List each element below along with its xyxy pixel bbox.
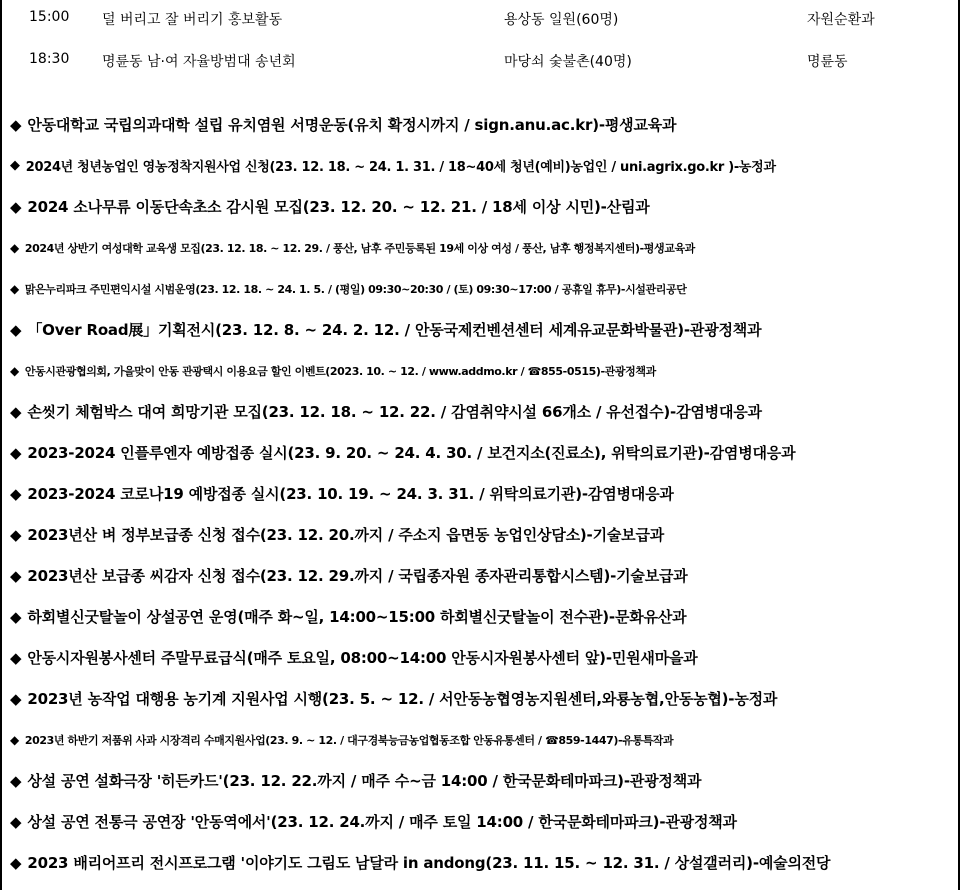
diamond-bullet-icon: ◆ [10,320,22,339]
notice-item [2,473,960,514]
notice-text: 상설 공연 전통극 공연장 '안동역에서'(23. 12. 24.까지 / 매주 토일 14:00 / 한국문화테마파크)-관광정책과 [27,813,737,831]
notice-text: 2024년 청년농업인 영농정착지원사업 신청(23. 12. 18. ~ 24. 1. 31. / 18~40세 청년(예비)농업인 / uni.agrix.go.kr )-농정과 [25,160,776,175]
diamond-bullet-icon: ◆ [10,197,22,216]
diamond-bullet-icon: ◆ [10,484,22,503]
notice-text: 안동시관광협의회, 가을맞이 안동 관광택시 이용요금 할인 이벤트(2023. 10. ~ 12. / www.addmo.kr / ☎855-0515)-관광정책과 [24,364,656,378]
schedule-row [2,42,960,84]
notice-item [2,145,960,186]
diamond-bullet-icon: ◆ [10,240,19,255]
diamond-bullet-icon: ◆ [10,281,19,296]
notice-text: 2024년 상반기 여성대학 교육생 모집(23. 12. 18. ~ 12. 29. / 풍산, 남후 주민등록된 19세 이상 여성 / 풍산, 남후 행정복지센터)-평생교육과 [24,241,695,255]
notice-text: 하회별신굿탈놀이 상설공연 운영(매주 화~일, 14:00~15:00 하회별신굿탈놀이 전수관)-문화유산과 [27,608,687,626]
notice-text: 안동시자원봉사센터 주말무료급식(매주 토요일, 08:00~14:00 안동시자원봉사센터 앞)-민원새마을과 [27,649,698,667]
notice-text: 2023년 하반기 저품위 사과 시장격리 수매지원사업(23. 9. ~ 12. / 대구경북능금농업협동조합 안동유통센터 / ☎859-1447)-유통특작과 [24,733,674,747]
diamond-bullet-icon: ◆ [10,443,22,462]
diamond-bullet-icon: ◆ [10,812,22,831]
diamond-bullet-icon: ◆ [10,853,22,872]
diamond-bullet-icon: ◆ [10,771,22,790]
notice-item [2,227,960,268]
schedule-place: 용상동 일원(60명) [504,12,619,28]
notice-item [2,309,960,350]
diamond-bullet-icon: ◆ [10,732,19,747]
notice-text: 손씻기 체험박스 대여 희망기관 모집(23. 12. 18. ~ 12. 22. / 감염취약시설 66개소 / 유선접수)-감염병대응과 [27,403,762,421]
diamond-bullet-icon: ◆ [10,607,22,626]
notice-text: 상설 공연 설화극장 '히든카드'(23. 12. 22.까지 / 매주 수~금 14:00 / 한국문화테마파크)-관광정책과 [27,772,702,790]
schedule-table [2,0,960,84]
schedule-time: 18:30 [29,51,70,67]
notice-item [2,637,960,678]
schedule-department: 자원순환과 [807,12,875,28]
notice-item [2,760,960,801]
notice-item [2,391,960,432]
notice-item [2,678,960,719]
diamond-bullet-icon: ◆ [10,363,19,378]
notice-text: 2023년 농작업 대행용 농기계 지원사업 시행(23. 5. ~ 12. / 서안동농협영농지원센터,와룡농협,안동농협)-농정과 [27,690,778,708]
notice-item [2,432,960,473]
notice-text: 2023-2024 인플루엔자 예방접종 실시(23. 9. 20. ~ 24. 4. 30. / 보건지소(진료소), 위탁의료기관)-감염병대응과 [27,444,796,462]
schedule-place: 마당쇠 숯불촌(40명) [504,54,632,70]
diamond-bullet-icon: ◆ [10,402,22,421]
notice-text: 2023 배리어프리 전시프로그램 '이야기도 그림도 남달라 in andong(23. 11. 15. ~ 12. 31. / 상설갤러리)-예술의전당 [27,854,831,872]
notice-text: 2023년산 벼 정부보급종 신청 접수(23. 12. 20.까지 / 주소지 읍면동 농업인상담소)-기술보급과 [27,526,665,544]
schedule-event: 덜 버리고 잘 버리기 홍보활동 [102,12,283,28]
notice-text: 2023-2024 코로나19 예방접종 실시(23. 10. 19. ~ 24. 3. 31. / 위탁의료기관)-감염병대응과 [27,485,674,503]
schedule-time: 15:00 [29,9,70,25]
schedule-row [2,0,960,42]
notice-item [2,514,960,555]
notice-item [2,801,960,842]
notice-item [2,350,960,391]
notice-item [2,186,960,227]
diamond-bullet-icon: ◆ [10,689,22,708]
notice-text: 안동대학교 국립의과대학 설립 유치염원 서명운동(유치 확정시까지 / sign.anu.ac.kr)-평생교육과 [27,116,677,134]
diamond-bullet-icon: ◆ [10,525,22,544]
notice-item [2,555,960,596]
notice-text: 「Over Road展」기획전시(23. 12. 8. ~ 24. 2. 12. / 안동국제컨벤션센터 세계유교문화박물관)-관광정책과 [27,321,762,339]
notice-item [2,842,960,883]
diamond-bullet-icon: ◆ [10,158,20,173]
diamond-bullet-icon: ◆ [10,648,22,667]
notice-item [2,719,960,760]
notice-list [2,104,960,883]
diamond-bullet-icon: ◆ [10,115,22,134]
diamond-bullet-icon: ◆ [10,566,22,585]
schedule-department: 명륜동 [807,54,848,70]
notice-text: 2023년산 보급종 씨감자 신청 접수(23. 12. 29.까지 / 국립종자원 종자관리통합시스템)-기술보급과 [27,567,688,585]
schedule-event: 명륜동 남·여 자율방범대 송년회 [102,54,296,70]
notice-text: 2024 소나무류 이동단속초소 감시원 모집(23. 12. 20. ~ 12. 21. / 18세 이상 시민)-산림과 [27,198,650,216]
notice-item [2,268,960,309]
notice-item [2,596,960,637]
notice-text: 맑은누리파크 주민편익시설 시범운영(23. 12. 18. ~ 24. 1. 5. / (평일) 09:30~20:30 / (토) 09:30~17:00 / 공휴일 휴무)-시설관리공단 [24,282,687,296]
notice-item [2,104,960,145]
